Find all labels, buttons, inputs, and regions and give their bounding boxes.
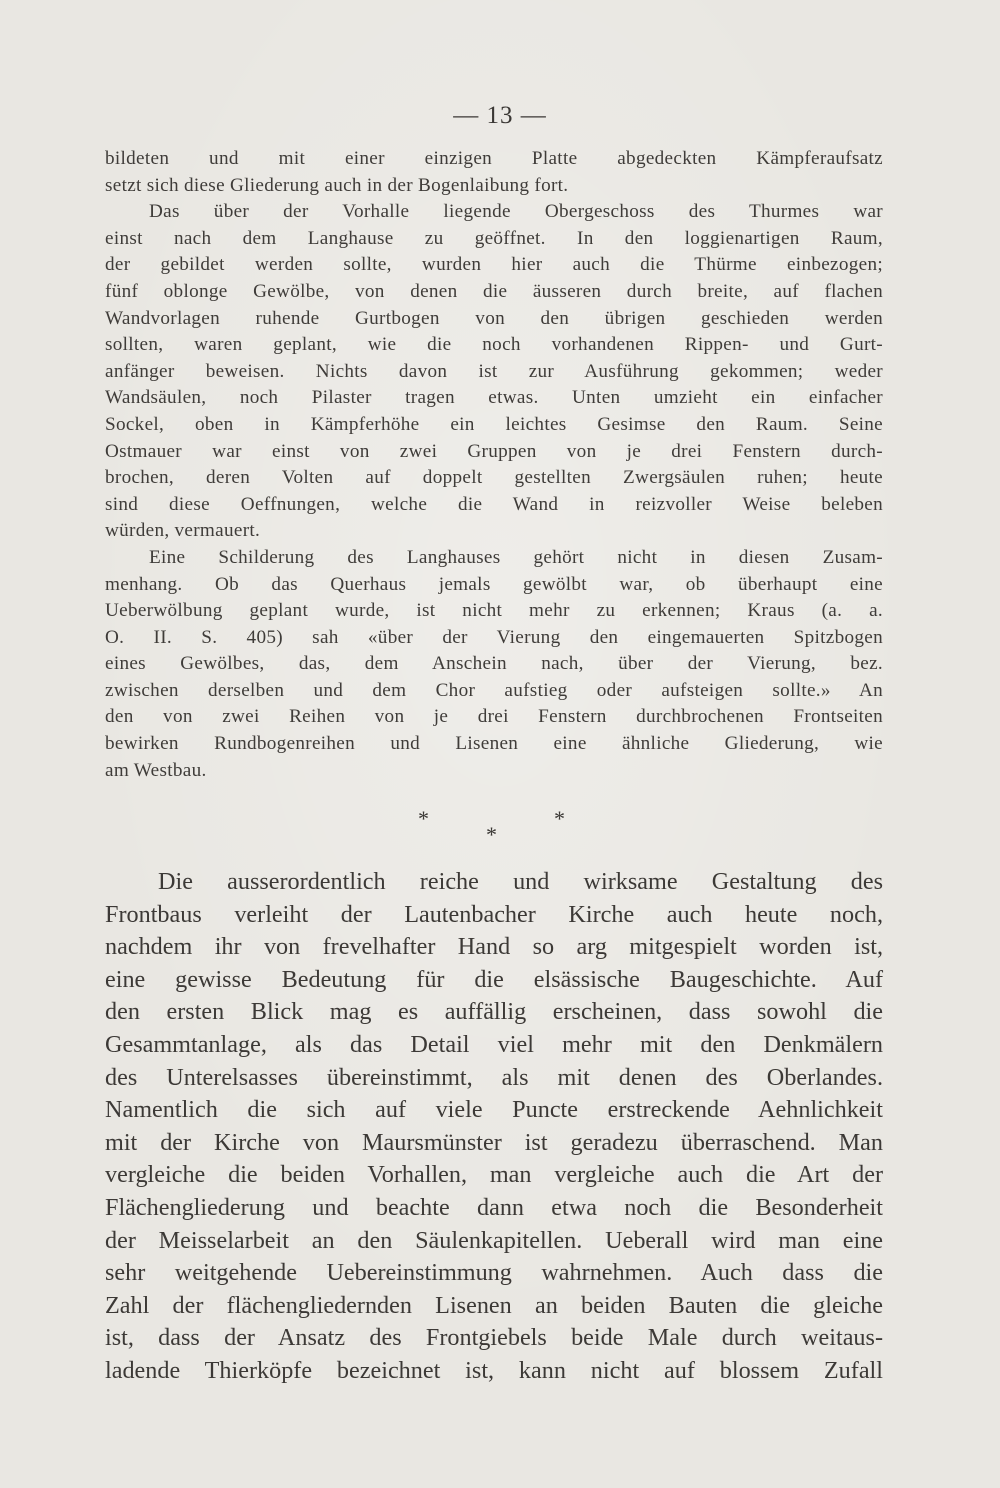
text-line: vergleiche die beiden Vorhallen, man vergleiche auch die Art der (105, 1161, 883, 1189)
text-line: einst nach dem Langhause zu geöffnet. In den loggienartigen Raum, (105, 227, 883, 249)
text-line: Flächengliederung und beachte dann etwa noch die Besonderheit (105, 1193, 883, 1221)
text-line: den von zwei Reihen von je drei Fenstern durchbrochenen Frontseiten (105, 706, 883, 728)
separator-star: * (418, 806, 429, 831)
text-line: Wandsäulen, noch Pilaster tragen etwas. Unten umzieht ein einfacher (105, 387, 883, 409)
text-line: fünf oblonge Gewölbe, von denen die äusseren durch breite, auf flachen (105, 280, 883, 302)
text-line: setzt sich diese Gliederung auch in der Bogenlaibung fort. (105, 174, 569, 196)
text-line: sind diese Oeffnungen, welche die Wand in reizvoller Weise beleben (105, 493, 883, 515)
text-line: zwischen derselben und dem Chor aufstieg oder aufsteigen sollte.» An (105, 679, 883, 701)
page-number: — 13 — (453, 102, 547, 129)
separator-star: * (486, 822, 497, 847)
text-line: Zahl der flächengliedernden Lisenen an beiden Bauten die gleiche (105, 1291, 883, 1319)
text-line: der gebildet werden sollte, wurden hier auch die Thürme einbezogen; (105, 254, 883, 276)
text-line: den ersten Blick mag es auffällig erscheinen, dass sowohl die (105, 998, 883, 1026)
text-line: Wandvorlagen ruhende Gurtbogen von den übrigen geschieden werden (105, 307, 883, 329)
text-line: anfänger beweisen. Nichts davon ist zur Ausführung gekommen; weder (105, 360, 883, 382)
text-line: Das über der Vorhalle liegende Obergeschoss des Thurmes war (149, 201, 883, 223)
text-line: Frontbaus verleiht der Lautenbacher Kirche auch heute noch, (105, 900, 883, 928)
text-line: sehr weitgehende Uebereinstimmung wahrnehmen. Auch dass die (105, 1259, 883, 1287)
text-line: würden, vermauert. (105, 520, 261, 542)
text-line: Gesammtanlage, als das Detail viel mehr mit den Denkmälern (105, 1030, 883, 1058)
text-line: der Meisselarbeit an den Säulenkapitellen. Ueberall wird man eine (105, 1226, 883, 1254)
text-line: Ueberwölbung geplant wurde, ist nicht mehr zu erkennen; Kraus (a. a. (105, 600, 883, 622)
text-line: des Unterelsasses übereinstimmt, als mit denen des Oberlandes. (105, 1063, 883, 1091)
text-line: bildeten und mit einer einzigen Platte abgedeckten Kämpferaufsatz (105, 148, 883, 169)
text-line: Eine Schilderung des Langhauses gehört nicht in diesen Zusam- (149, 546, 883, 568)
text-line: ladende Thierköpfe bezeichnet ist, kann nicht auf blossem Zufall (105, 1356, 883, 1384)
lower-text-block (105, 866, 883, 1388)
text-line: bewirken Rundbogenreihen und Lisenen eine ähnliche Gliederung, wie (105, 733, 883, 755)
separator-star: * (554, 806, 565, 831)
text-line: eine gewisse Bedeutung für die elsässische Baugeschichte. Auf (105, 965, 883, 993)
text-line: Sockel, oben in Kämpferhöhe ein leichtes Gesimse den Raum. Seine (105, 413, 883, 435)
text-line: sollten, waren geplant, wie die noch vorhandenen Rippen- und Gurt- (105, 334, 883, 356)
text-line: ist, dass der Ansatz des Frontgiebels beide Male durch weitaus- (105, 1324, 883, 1352)
text-line: am Westbau. (105, 759, 207, 781)
text-line: nachdem ihr von frevelhafter Hand so arg mitgespielt worden ist, (105, 933, 883, 961)
text-line: mit der Kirche von Maursmünster ist geradezu überraschend. Man (105, 1128, 883, 1156)
section-separator (0, 802, 1000, 847)
text-line: Die ausserordentlich reiche und wirksame Gestaltung des (158, 868, 883, 895)
text-line: O. II. S. 405) sah «über der Vierung den eingemauerten Spitzbogen (105, 626, 883, 648)
text-line: Namentlich die sich auf viele Puncte erstreckende Aehnlichkeit (105, 1096, 883, 1124)
text-line: menhang. Ob das Querhaus jemals gewölbt war, ob überhaupt eine (105, 573, 883, 595)
text-line: eines Gewölbes, das, dem Anschein nach, über der Vierung, bez. (105, 653, 883, 675)
text-line: Ostmauer war einst von zwei Gruppen von je drei Fenstern durch- (105, 440, 883, 462)
text-line: brochen, deren Volten auf doppelt gestellten Zwergsäulen ruhen; heute (105, 467, 883, 489)
upper-text-block (105, 146, 883, 784)
